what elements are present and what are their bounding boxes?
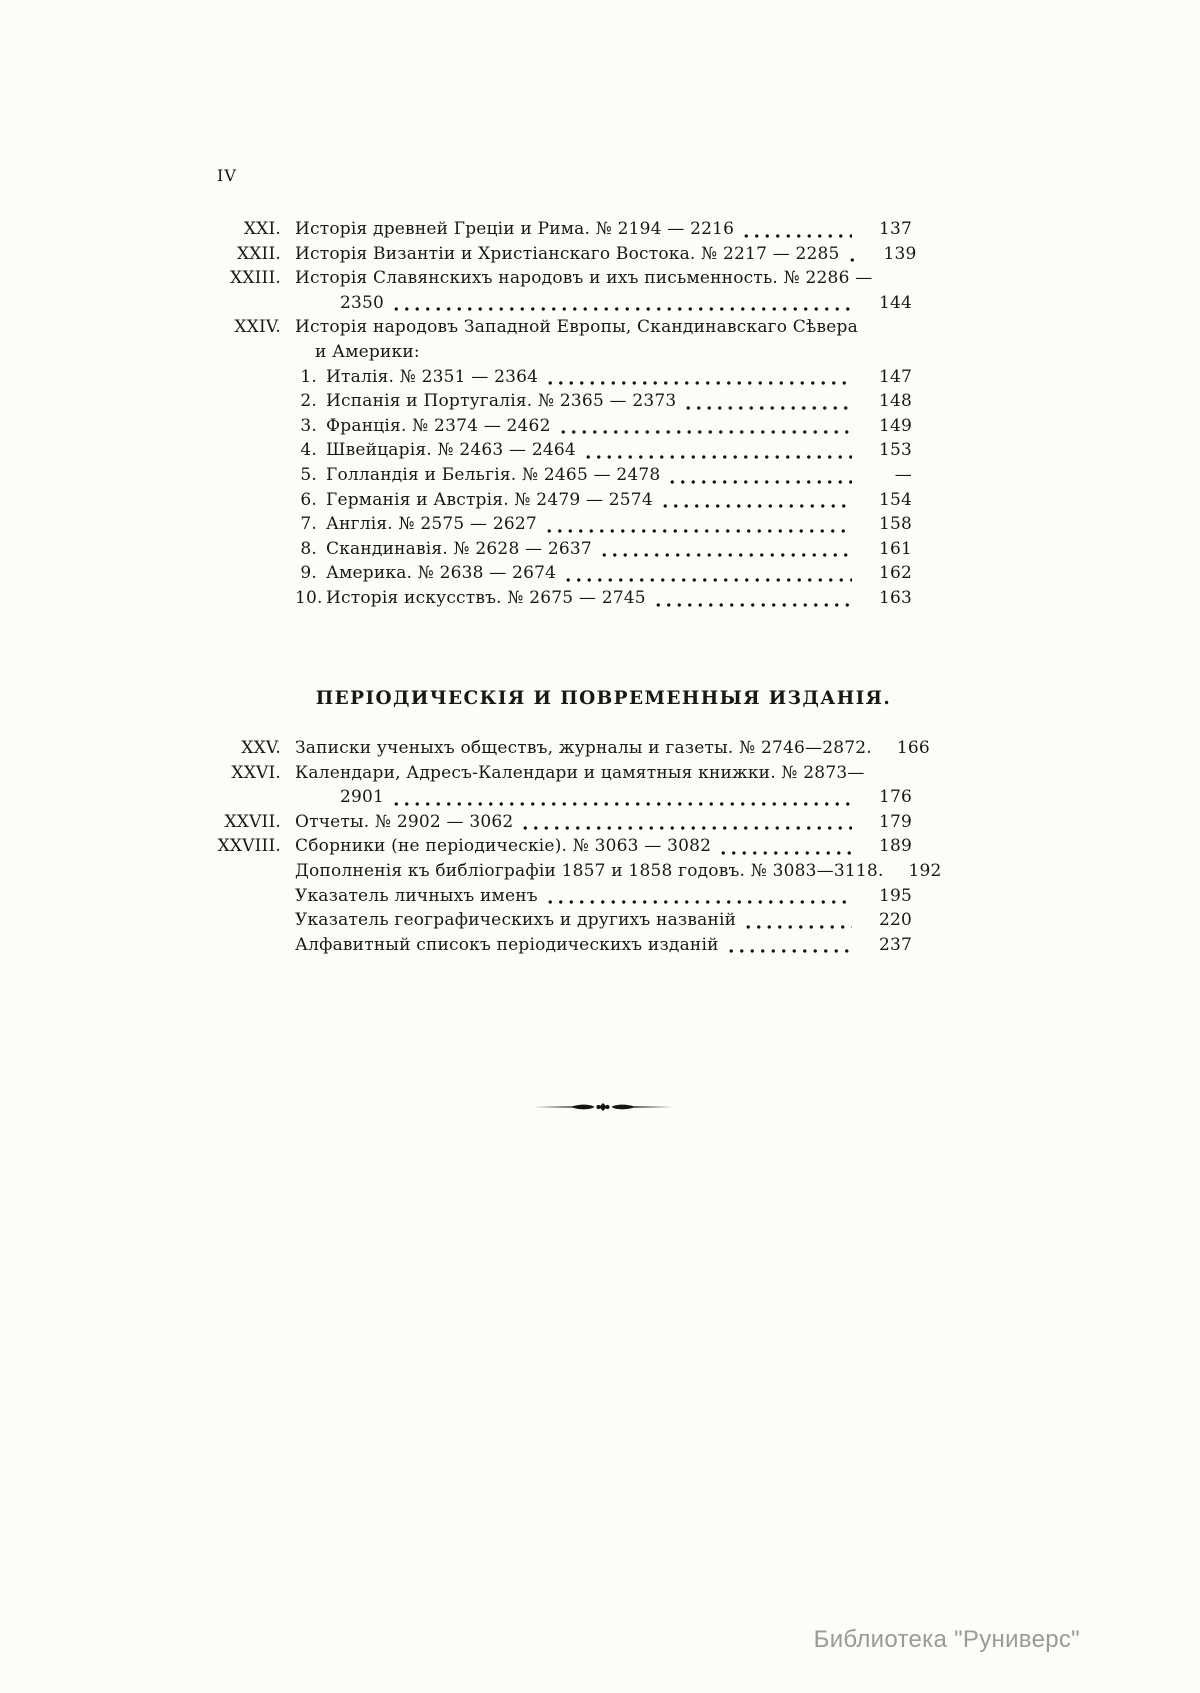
section-heading: ПЕРІОДИЧЕСКІЯ И ПОВРЕМЕННЫЯ ИЗДАНІЯ. [315, 688, 892, 709]
toc-entry-numeral: XXVII. [224, 811, 281, 832]
dot-leader [583, 438, 852, 463]
dot-leader [653, 586, 852, 611]
toc-entry-title: Дополненія къ библіографіи 1857 и 1858 годовъ. № 3083—3118. [295, 860, 884, 881]
toc-entry [190, 463, 912, 488]
toc-entry-title: Франція. № 2374 — 2462 [326, 415, 551, 436]
toc-entry-title: Исторія Византіи и Христіанскаго Востока. № 2217 — 2285 [295, 243, 840, 264]
toc-entry [190, 266, 912, 291]
toc-entry-numeral [190, 389, 281, 414]
dot-leader [718, 834, 852, 859]
toc-entry-content [281, 512, 912, 537]
toc-entry [190, 810, 912, 835]
toc-entry-numeral [190, 537, 281, 562]
toc-entry-page: 161 [878, 538, 912, 559]
toc-entry-page: 192 [908, 860, 942, 881]
toc-entry-content [281, 834, 912, 859]
toc-entry-page: 166 [896, 738, 930, 758]
toc-entry [190, 908, 912, 933]
toc-entry [190, 365, 912, 390]
toc-entry-title: Алфавитный списокъ періодическихъ изданій [295, 934, 719, 955]
toc-entry-title: Сборники (не періодическіе). № 3063 — 3082 [295, 836, 712, 857]
toc-entry-title: Германія и Австрія. № 2479 — 2574 [326, 489, 653, 510]
toc-entry [190, 586, 912, 611]
toc-entry-title: Италія. № 2351 — 2364 [326, 366, 539, 387]
toc-entry-page: 147 [878, 366, 912, 387]
toc-entry-numeral: XXII. [236, 243, 281, 264]
dot-leader [726, 933, 852, 958]
toc-entry-numeral: XXIII. [230, 268, 281, 289]
toc-entry-numeral: XXVIII. [217, 836, 281, 857]
toc-subentry-number: 8. [300, 538, 317, 559]
toc-entry [190, 884, 912, 909]
toc-block-history [190, 217, 917, 611]
toc-entry-page: 153 [878, 440, 912, 461]
toc-entry-title: Америка. № 2638 — 2674 [326, 563, 557, 584]
toc-entry-content [281, 785, 912, 810]
toc-entry-numeral [190, 512, 281, 537]
dot-leader [683, 389, 852, 414]
dot-leader [741, 217, 852, 242]
toc-entry [190, 834, 912, 859]
toc-entry-content [281, 463, 912, 488]
toc-entry-numeral [190, 488, 281, 513]
toc-entry-title: Указатель личныхъ именъ [295, 885, 538, 906]
dot-leader [599, 537, 852, 562]
page-number-folio: IV [217, 166, 237, 185]
toc-entry-numeral [190, 340, 281, 365]
toc-entry [190, 512, 912, 537]
toc-entry-content [281, 884, 912, 909]
toc-entry-title: Исторія народовъ Западной Европы, Скандинавскаго Сѣвера [295, 317, 858, 338]
toc-entry-page: 158 [878, 514, 912, 535]
toc-entry-content [281, 291, 912, 316]
toc-entry-title: Скандинавія. № 2628 — 2637 [326, 538, 592, 559]
toc-entry-page: — [894, 464, 912, 485]
toc-entry-title: Записки ученыхъ обществъ, журналы и газеты. № 2746—2872. [295, 738, 872, 758]
toc-entry-content [281, 810, 912, 835]
toc-entry-numeral [190, 933, 281, 958]
toc-entry-page: 179 [878, 811, 912, 832]
toc-entry-page: 149 [878, 415, 912, 436]
toc-entry-title: Календари, Адресъ-Календари и цамятныя книжки. № 2873— [295, 762, 865, 783]
toc-entry-numeral [190, 414, 281, 439]
toc-entry [190, 736, 930, 761]
toc-entry [190, 242, 917, 267]
toc-entry-title: 2350 [340, 292, 385, 313]
toc-entry-content [281, 266, 912, 291]
library-watermark: Библиотека "Руниверс" [813, 1626, 1080, 1653]
toc-entry [190, 291, 912, 316]
dot-leader [660, 488, 852, 513]
toc-entry-content [281, 859, 942, 884]
toc-entry-title: и Америки: [315, 341, 420, 362]
toc-entry-content [281, 933, 912, 958]
toc-subentry-number: 10. [295, 587, 323, 608]
toc-entry-numeral: XXIV. [234, 317, 281, 338]
toc-subentry-number: 1. [300, 366, 317, 387]
toc-subentry-number: 9. [300, 563, 317, 584]
toc-entry [190, 217, 912, 242]
toc-entry-content [281, 438, 912, 463]
dot-leader [391, 785, 852, 810]
toc-subentry-number: 4. [300, 440, 317, 461]
toc-entry [190, 438, 912, 463]
toc-entry-content [281, 315, 912, 340]
toc-entry-numeral [190, 908, 281, 933]
toc-entry-page: 137 [878, 219, 912, 239]
toc-entry-title: Указатель географическихъ и другихъ названій [295, 910, 737, 931]
toc-subentry-number: 7. [300, 514, 317, 535]
toc-entry-numeral [190, 884, 281, 909]
toc-entry-numeral [190, 463, 281, 488]
toc-entry-content [281, 561, 912, 586]
toc-entry-page: 154 [878, 489, 912, 510]
toc-entry-content [281, 586, 912, 611]
toc-entry-title: Англія. № 2575 — 2627 [326, 514, 537, 535]
dot-leader [544, 512, 852, 537]
toc-entry-numeral [190, 291, 281, 316]
toc-entry-page: 139 [883, 243, 917, 264]
toc-entry [190, 933, 912, 958]
toc-subentry-number: 5. [300, 464, 317, 485]
dot-leader [391, 291, 852, 316]
dot-leader [545, 365, 852, 390]
toc-entry-content [281, 340, 912, 365]
dot-leader [743, 908, 852, 933]
toc-entry [190, 561, 912, 586]
toc-entry-title: Исторія искусствъ. № 2675 — 2745 [326, 587, 646, 608]
toc-entry-title: Испанія и Португалія. № 2365 — 2373 [326, 391, 677, 412]
dot-leader [667, 463, 852, 488]
toc-entry [190, 537, 912, 562]
toc-entry-page: 162 [878, 563, 912, 584]
dot-leader [545, 884, 852, 909]
toc-entry-title: Отчеты. № 2902 — 3062 [295, 811, 514, 832]
toc-entry-content [281, 365, 912, 390]
toc-entry-numeral [190, 561, 281, 586]
toc-entry [190, 859, 942, 884]
toc-entry [190, 488, 912, 513]
toc-entry-page: 195 [878, 885, 912, 906]
toc-block-periodicals [190, 736, 942, 957]
toc-entry-numeral [190, 859, 281, 884]
toc-entry-content [281, 217, 912, 242]
toc-entry-numeral [190, 785, 281, 810]
ornament-divider [533, 1100, 673, 1114]
dot-leader [563, 561, 852, 586]
toc-entry [190, 315, 912, 340]
toc-entry-numeral [190, 586, 281, 611]
toc-entry-page: 163 [878, 587, 912, 608]
toc-entry [190, 340, 912, 365]
toc-entry-title: Исторія древней Греціи и Рима. № 2194 — 2216 [295, 219, 735, 239]
toc-entry-content [281, 414, 912, 439]
toc-entry-numeral: XXVI. [231, 762, 281, 783]
toc-entry-page: 189 [878, 836, 912, 857]
toc-entry-numeral [190, 365, 281, 390]
toc-entry-page: 176 [878, 787, 912, 808]
toc-entry-title: 2901 [340, 787, 385, 808]
toc-entry-numeral: XXI. [243, 219, 281, 239]
dot-leader [520, 810, 852, 835]
toc-entry-page: 144 [878, 292, 912, 313]
toc-entry-title: Швейцарія. № 2463 — 2464 [326, 440, 576, 461]
toc-entry-content [281, 736, 930, 761]
toc-entry-content [281, 908, 912, 933]
toc-entry-numeral: XXV. [241, 738, 281, 758]
toc-entry-content [281, 242, 917, 267]
toc-entry [190, 414, 912, 439]
toc-entry-numeral [190, 438, 281, 463]
dot-leader [847, 242, 857, 267]
toc-subentry-number: 3. [300, 415, 317, 436]
toc-entry-title: Исторія Славянскихъ народовъ и ихъ письменность. № 2286 — [295, 268, 873, 289]
toc-entry-content [281, 389, 912, 414]
toc-entry [190, 761, 912, 786]
toc-entry-content [281, 761, 912, 786]
toc-entry-content [281, 488, 912, 513]
toc-entry-title: Голландія и Бельгія. № 2465 — 2478 [326, 464, 661, 485]
toc-entry [190, 389, 912, 414]
toc-entry-page: 220 [878, 910, 912, 931]
dot-leader [558, 414, 852, 439]
toc-entry-content [281, 537, 912, 562]
toc-entry [190, 785, 912, 810]
toc-entry-page: 148 [878, 391, 912, 412]
toc-entry-page: 237 [878, 934, 912, 955]
toc-subentry-number: 2. [300, 391, 317, 412]
toc-subentry-number: 6. [300, 489, 317, 510]
